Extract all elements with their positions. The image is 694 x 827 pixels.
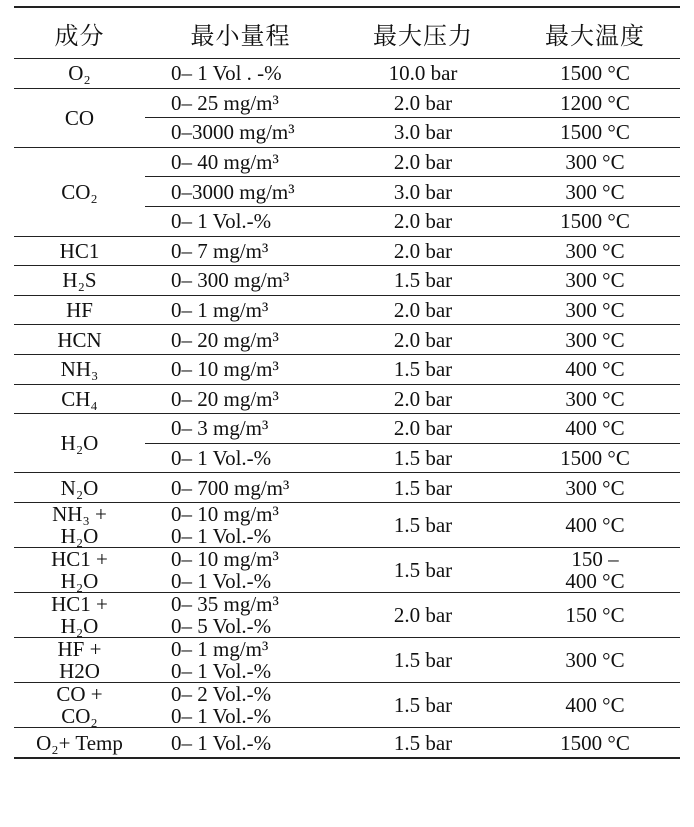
range-cell: 0– 300 mg/m³ (145, 266, 336, 296)
range-cell: 0– 40 mg/m³ (145, 147, 336, 177)
component-cell (14, 638, 145, 683)
table-row (14, 354, 680, 384)
pressure-cell: 2.0 bar (336, 593, 510, 638)
component-cell (14, 593, 145, 638)
range-cell (145, 593, 336, 638)
range-cell (145, 502, 336, 547)
pressure-cell: 1.5 bar (336, 266, 510, 296)
temperature-cell: 400 °C (510, 502, 680, 547)
pressure-cell: 2.0 bar (336, 147, 510, 177)
component-cell: O₂ (14, 59, 145, 89)
pressure-cell: 2.0 bar (336, 236, 510, 266)
component-line: HC1 + (51, 592, 108, 617)
component-cell: HF (14, 295, 145, 325)
component-cell: CH₄ (14, 384, 145, 414)
pressure-cell: 2.0 bar (336, 206, 510, 236)
component-cell: N₂O (14, 473, 145, 503)
pressure-cell: 1.5 bar (336, 473, 510, 503)
range-line: 0– 1 Vol.-% (171, 523, 272, 548)
range-cell: 0– 700 mg/m³ (145, 473, 336, 503)
temperature-cell: 300 °C (510, 325, 680, 355)
component-cell: NH₃ (14, 354, 145, 384)
temperature-cell: 1500 °C (510, 59, 680, 89)
component-line: H₂O (60, 523, 99, 548)
component-line: H₂O (60, 569, 99, 594)
component-cell: O₂+ Temp (14, 728, 145, 758)
table-row (14, 548, 680, 593)
pressure-cell: 2.0 bar (336, 414, 510, 444)
temperature-cell: 300 °C (510, 473, 680, 503)
temperature-cell: 300 °C (510, 147, 680, 177)
table-row (14, 236, 680, 266)
range-line: 0– 10 mg/m³ (171, 501, 279, 526)
component-line: H2O (59, 659, 100, 684)
temperature-cell: 1500 °C (510, 728, 680, 758)
component-cell: H₂O (14, 414, 145, 473)
range-cell: 0– 20 mg/m³ (145, 384, 336, 414)
temperature-cell: 1500 °C (510, 118, 680, 148)
component-cell: H₂S (14, 266, 145, 296)
temperature-cell: 150 °C (510, 593, 680, 638)
component-cell: HCN (14, 325, 145, 355)
pressure-cell: 1.5 bar (336, 502, 510, 547)
table-row (14, 502, 680, 547)
temperature-cell: 300 °C (510, 236, 680, 266)
pressure-cell: 1.5 bar (336, 728, 510, 758)
table-row (14, 266, 680, 296)
range-line: 0– 2 Vol.-% (171, 682, 272, 707)
pressure-cell: 3.0 bar (336, 177, 510, 207)
table-row (14, 384, 680, 414)
range-line: 0– 10 mg/m³ (171, 547, 279, 571)
temperature-cell: 300 °C (510, 177, 680, 207)
component-line: HC1 + (51, 547, 108, 571)
temperature-cell: 400 °C (510, 354, 680, 384)
range-cell (145, 638, 336, 683)
range-cell: 0– 10 mg/m³ (145, 354, 336, 384)
table-row (14, 593, 680, 638)
component-cell: HC1 (14, 236, 145, 266)
component-cell (14, 683, 145, 728)
pressure-cell: 2.0 bar (336, 88, 510, 118)
temperature-cell: 1500 °C (510, 206, 680, 236)
component-cell (14, 502, 145, 547)
range-line: 0– 1 Vol.-% (171, 569, 272, 594)
range-cell: 0– 7 mg/m³ (145, 236, 336, 266)
range-cell: 0– 1 Vol . -% (145, 59, 336, 89)
pressure-cell: 3.0 bar (336, 118, 510, 148)
table-row (14, 728, 680, 758)
temperature-cell: 300 °C (510, 384, 680, 414)
header-component: 成分 (14, 7, 145, 59)
temperature-cell: 300 °C (510, 638, 680, 683)
pressure-cell: 2.0 bar (336, 325, 510, 355)
temperature-cell: 1200 °C (510, 88, 680, 118)
table-row (14, 147, 680, 177)
component-cell: CO₂ (14, 147, 145, 236)
range-cell: 0–3000 mg/m³ (145, 118, 336, 148)
table-row (14, 638, 680, 683)
pressure-cell: 10.0 bar (336, 59, 510, 89)
pressure-cell: 1.5 bar (336, 683, 510, 728)
header-max-temperature: 最大温度 (510, 7, 680, 59)
range-line: 0– 1 Vol.-% (171, 659, 272, 684)
range-cell: 0– 1 Vol.-% (145, 728, 336, 758)
table-row (14, 325, 680, 355)
temperature-cell (510, 548, 680, 593)
range-cell: 0– 1 Vol.-% (145, 443, 336, 473)
range-cell: 0– 25 mg/m³ (145, 88, 336, 118)
component-line: H₂O (60, 614, 99, 639)
pressure-cell: 2.0 bar (336, 384, 510, 414)
table-row (14, 683, 680, 728)
pressure-cell: 1.5 bar (336, 354, 510, 384)
header-min-range: 最小量程 (145, 7, 336, 59)
gas-analysis-table (14, 6, 680, 759)
temperature-cell: 400 °C (510, 414, 680, 444)
pressure-cell: 1.5 bar (336, 638, 510, 683)
range-cell: 0– 20 mg/m³ (145, 325, 336, 355)
component-line: NH₃ + (52, 501, 107, 526)
temperature-line: 150 – (571, 547, 619, 571)
range-line: 0– 5 Vol.-% (171, 614, 272, 639)
range-cell (145, 548, 336, 593)
range-line: 0– 1 Vol.-% (171, 704, 272, 729)
component-line: CO + (56, 682, 103, 707)
range-cell: 0– 1 mg/m³ (145, 295, 336, 325)
table-row (14, 59, 680, 89)
header-row (14, 7, 680, 59)
range-cell (145, 683, 336, 728)
table-row (14, 473, 680, 503)
component-line: CO₂ (61, 704, 98, 729)
table-row (14, 88, 680, 118)
temperature-cell: 300 °C (510, 266, 680, 296)
range-cell: 0–3000 mg/m³ (145, 177, 336, 207)
table-row (14, 295, 680, 325)
component-cell (14, 548, 145, 593)
header-max-pressure: 最大压力 (336, 7, 510, 59)
range-cell: 0– 1 Vol.-% (145, 206, 336, 236)
temperature-line: 400 °C (565, 569, 625, 594)
range-line: 0– 1 mg/m³ (171, 637, 269, 662)
component-line: HF + (57, 637, 102, 662)
pressure-cell: 1.5 bar (336, 443, 510, 473)
temperature-cell: 400 °C (510, 683, 680, 728)
pressure-cell: 1.5 bar (336, 548, 510, 593)
table-row (14, 414, 680, 444)
range-line: 0– 35 mg/m³ (171, 592, 279, 617)
pressure-cell: 2.0 bar (336, 295, 510, 325)
temperature-cell: 1500 °C (510, 443, 680, 473)
component-cell: CO (14, 88, 145, 147)
temperature-cell: 300 °C (510, 295, 680, 325)
range-cell: 0– 3 mg/m³ (145, 414, 336, 444)
